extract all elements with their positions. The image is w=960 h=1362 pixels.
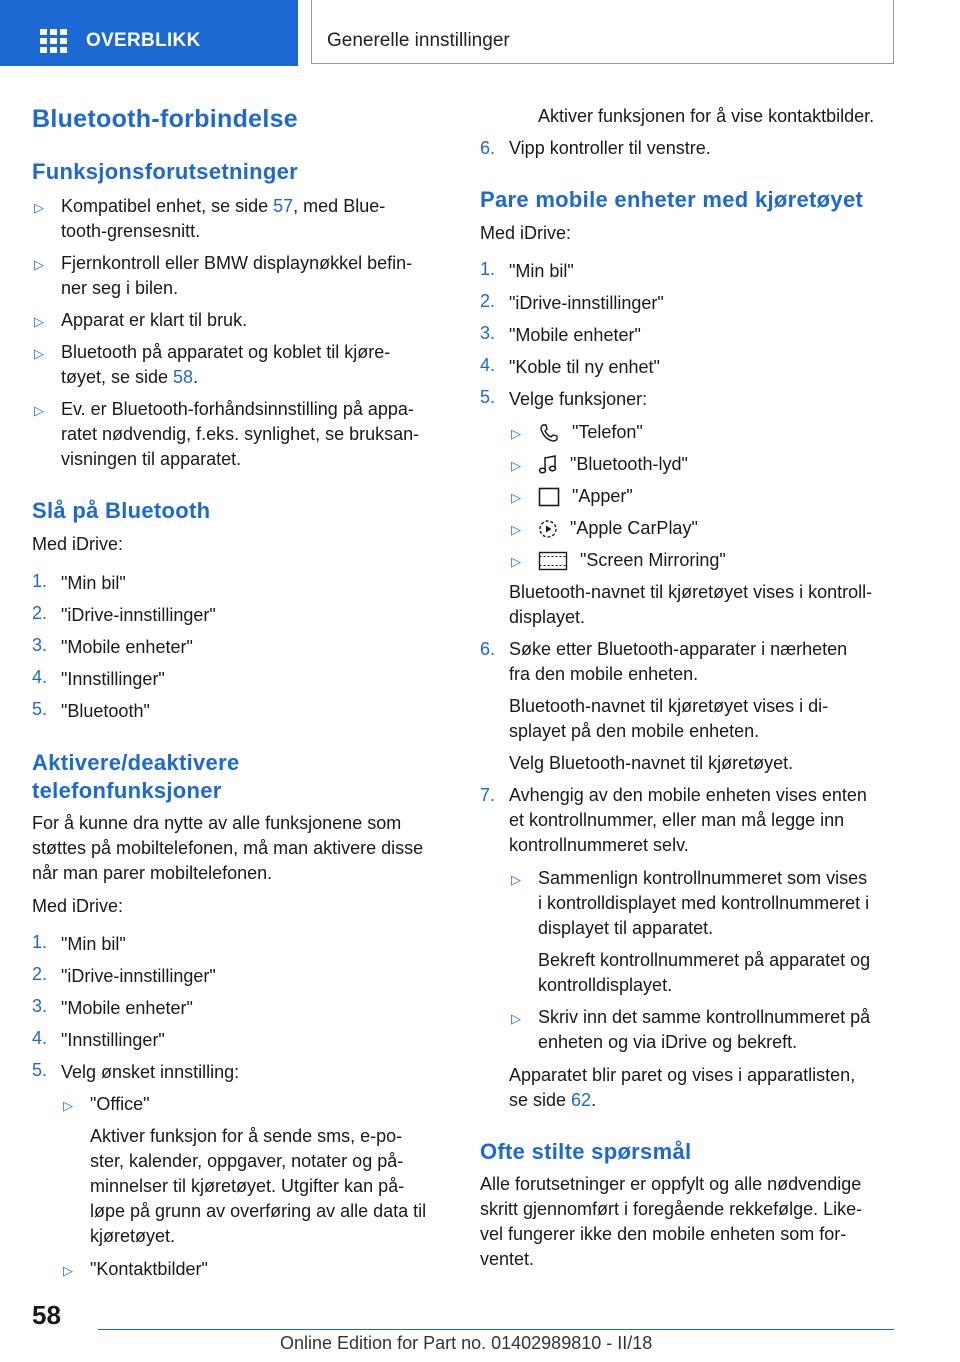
contacts-description: Aktiver funksjonen for å vise kontaktbilder.: [538, 106, 875, 126]
bullet-triangle-icon: ▷: [34, 314, 44, 329]
list-item: 1. "Min bil": [480, 259, 574, 281]
list-item: 4. "Innstillinger": [32, 1028, 165, 1050]
bullet-triangle-icon: ▷: [511, 554, 521, 569]
list-item: 3. "Mobile enheter": [32, 635, 193, 657]
bullet-triangle-icon: ▷: [511, 872, 521, 887]
list-item: Kompatibel enhet, se side 57, med Blue- tooth-grensesnitt.: [61, 196, 386, 241]
intro-text: Med iDrive:: [32, 534, 124, 554]
screen-mirroring-icon: [538, 551, 568, 571]
list-item: Skriv inn det samme kontrollnummeret på enheten og via iDrive og bekreft.: [538, 1007, 871, 1052]
paragraph: Apparatet blir paret og vises i apparatlisten, se side 62.: [509, 1065, 856, 1110]
list-item: 5. Velge funksjoner:: [480, 387, 648, 409]
list-item: Avhengig av den mobile enheten vises enten et kontrollnummer, eller man må legge inn kontrollnummeret selv.: [509, 785, 867, 855]
list-item: 2. "iDrive-innstillinger": [32, 603, 216, 625]
list-item: 2. "iDrive-innstillinger": [32, 964, 216, 986]
edition-text: Online Edition for Part no. 01402989810 - II/18: [280, 1333, 653, 1353]
page-link[interactable]: 62: [571, 1090, 592, 1110]
paragraph: Bluetooth-navnet til kjøretøyet vises i di- splayet på den mobile enheten.: [509, 696, 829, 741]
steps-list: [32, 932, 452, 1092]
bullet-triangle-icon: ▷: [511, 458, 521, 473]
phone-icon: [538, 422, 560, 444]
footer-divider: [98, 1329, 894, 1330]
list-item: Sammenlign kontrollnummeret som vises i kontrolldisplayet med kontrollnummeret i displayet til apparatet.: [538, 868, 870, 938]
page-number: 58: [32, 1300, 61, 1330]
overview-tab[interactable]: [0, 0, 298, 66]
activate-heading: Aktivere/deaktivere telefonfunksjoner: [32, 750, 240, 803]
bullet-triangle-icon: ▷: [63, 1263, 73, 1278]
paragraph: Bluetooth-navnet til kjøretøyet vises i kontroll- displayet.: [509, 582, 873, 627]
list-item: 3. "Mobile enheter": [32, 996, 193, 1018]
office-description: Aktiver funksjon for å sende sms, e-po- ster, kalender, oppgaver, notater og på- minnelser til kjøretøyet. Utgifter kan på- løpe på grunn av overføring av alle data til kjøretøyet.: [90, 1126, 427, 1246]
intro-text: Med iDrive:: [480, 223, 572, 243]
list-item: 5. Velg ønsket innstilling:: [32, 1060, 240, 1082]
list-item: 1. "Min bil": [32, 932, 126, 954]
page-link[interactable]: 58: [173, 367, 194, 387]
intro-text: Med iDrive:: [32, 896, 124, 916]
steps-list: [32, 571, 452, 731]
bullet-triangle-icon: ▷: [34, 403, 44, 418]
bullet-triangle-icon: ▷: [511, 490, 521, 505]
bullet-triangle-icon: ▷: [63, 1098, 73, 1113]
list-item: Apparat er klart til bruk.: [61, 310, 248, 330]
list-item: Søke etter Bluetooth-apparater i nærheten fra den mobile enheten.: [509, 639, 848, 684]
page-title: Bluetooth-forbindelse: [32, 105, 299, 133]
paragraph: Velg Bluetooth-navnet til kjøretøyet.: [509, 753, 794, 773]
list-item: 4. "Innstillinger": [32, 667, 165, 689]
grid-menu-icon: [40, 29, 67, 53]
section-tab[interactable]: [311, 0, 894, 64]
list-item: 4. "Koble til ny enhet": [480, 355, 660, 377]
list-item: Vipp kontroller til venstre.: [509, 138, 711, 158]
list-item: "Office": [90, 1094, 150, 1114]
faq-heading: Ofte stilte spørsmål: [480, 1139, 692, 1164]
carplay-icon: [538, 519, 558, 539]
paragraph: Bekreft kontrollnummeret på apparatet og kontrolldisplayet.: [538, 950, 871, 995]
bullet-triangle-icon: ▷: [34, 346, 44, 361]
apps-square-icon: [538, 487, 560, 507]
list-item: "Telefon": [538, 420, 643, 445]
switch-on-heading: Slå på Bluetooth: [32, 498, 211, 523]
activate-paragraph: For å kunne dra nytte av alle funksjonene som støttes på mobiltelefonen, må man aktivere disse når man parer mobiltelefonen.: [32, 813, 424, 883]
list-item: 5. "Bluetooth": [32, 699, 150, 721]
bullet-triangle-icon: ▷: [511, 522, 521, 537]
list-item: 1. "Min bil": [32, 571, 126, 593]
page-header: [0, 0, 960, 66]
step-number: 6.: [480, 639, 496, 659]
list-item: "Apper": [538, 484, 633, 509]
list-item: "Bluetooth-lyd": [538, 452, 688, 477]
bullet-triangle-icon: ▷: [511, 426, 521, 441]
pair-heading: Pare mobile enheter med kjøretøyet: [480, 187, 864, 212]
list-item: "Apple CarPlay": [538, 516, 698, 541]
section-label: Generelle innstillinger: [327, 30, 510, 51]
steps-list: [480, 259, 900, 419]
step-number: 7.: [480, 785, 496, 805]
list-item: "Screen Mirroring": [538, 548, 726, 573]
page-link[interactable]: 57: [273, 196, 294, 216]
prereq-heading: Funksjonsforutsetninger: [32, 159, 299, 184]
list-item: 2. "iDrive-innstillinger": [480, 291, 664, 313]
bullet-triangle-icon: ▷: [511, 1011, 521, 1026]
list-item: "Kontaktbilder": [90, 1259, 208, 1279]
music-note-icon: [538, 454, 558, 476]
step-number: 6.: [480, 138, 496, 158]
list-item: Ev. er Bluetooth-forhåndsinnstilling på appa- ratet nødvendig, f.eks. synlighet, se bruksan- visningen til apparatet.: [61, 399, 420, 469]
bullet-triangle-icon: ▷: [34, 257, 44, 272]
faq-paragraph: Alle forutsetninger er oppfylt og alle nødvendige skritt gjennomført i foregående rekkefølge. Like- vel fungerer ikke den mobile enheten som for- ventet.: [480, 1174, 863, 1269]
bullet-triangle-icon: ▷: [34, 200, 44, 215]
list-item: 3. "Mobile enheter": [480, 323, 641, 345]
list-item: Fjernkontroll eller BMW displaynøkkel befin- ner seg i bilen.: [61, 253, 413, 298]
list-item: Bluetooth på apparatet og koblet til kjøre- tøyet, se side 58.: [61, 342, 391, 387]
overview-label: OVERBLIKK: [86, 30, 201, 51]
